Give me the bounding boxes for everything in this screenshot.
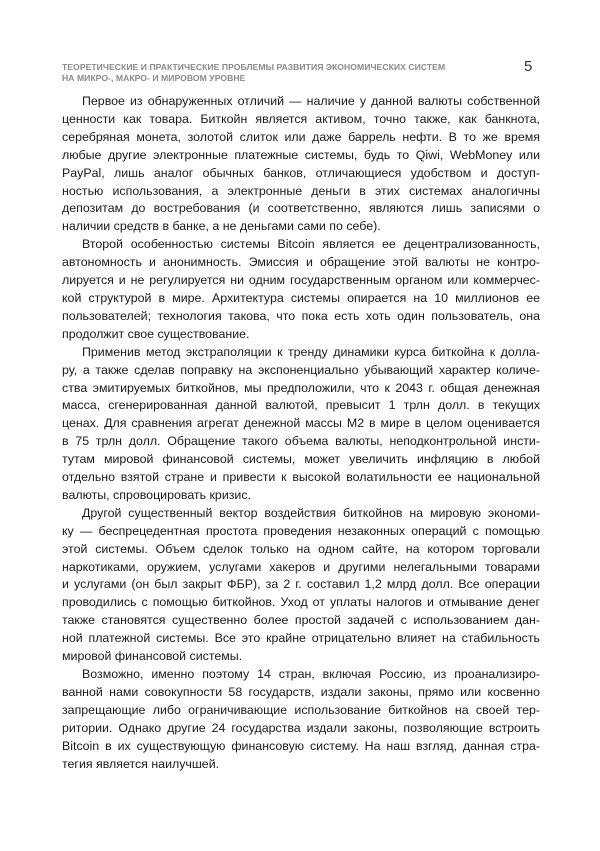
text-line: запрещающие либо ограничивающие использование биткойнов на своей тер- (62, 702, 540, 717)
text-line: ку — беспрецедентная простота проведения незаконных операций с помощью (62, 523, 540, 538)
text-line: отдельно взятой стране и привести к высокой волатильности ее национальной (62, 470, 540, 485)
text-line: ванной нами совокупности 58 государств, издали законы, прямо или косвенно (62, 684, 540, 699)
text-line: пользователей; технология такова, что пока есть хоть один пользователь, она (62, 308, 540, 323)
text-line: ценах. Для сравнения агрегат денежной массы М2 в мире в целом оценивается (62, 416, 540, 431)
page-number: 5 (524, 58, 533, 75)
running-header-line: ТЕОРЕТИЧЕСКИЕ И ПРАКТИЧЕСКИЕ ПРОБЛЕМЫ РАЗВИТИЯ ЭКОНОМИЧЕСКИХ СИСТЕМ (62, 62, 446, 72)
text-line: лируется и не регулируется ни одним государственным органом или коммерчес- (62, 273, 540, 288)
text-line: наркотиками, оружием, услугами хакеров и другими нелегальными товарами (62, 559, 540, 574)
paragraph (62, 93, 540, 236)
text-line: серебряная монета, золотой слиток или даже баррель нефти. В то же время (62, 129, 540, 144)
text-line: тутам мировой финансовой системы, может увеличить инфляцию в любой (62, 452, 540, 467)
text-line: Первое из обнаруженных отличий — наличие у данной валюты собственной (82, 94, 540, 108)
text-line: также становятся существенно более простой задачей с использованием дан- (62, 613, 540, 628)
running-header-line: НА МИКРО-, МАКРО- И МИРОВОМ УРОВНЕ (62, 72, 246, 83)
text-line: Bitcoin в их существующую финансовую систему. На наш взгляд, данная стра- (62, 738, 540, 753)
text-line: проводились с помощью биткойнов. Уход от уплаты налогов и отмывание денег (62, 595, 540, 610)
text-line: любые другие электронные платежные системы, будь то Qiwi, WebMoney или (62, 147, 540, 162)
paragraph (62, 505, 540, 666)
text-line: депозитам до востребования (и соответственно, являются лишь записями о (62, 201, 540, 216)
text-line: тегия является наилучшей. (62, 756, 220, 771)
text-line: в 75 трлн долл. Обращение такого объема валюты, неподконтрольной инсти- (62, 434, 540, 449)
text-line: ной платежной системы. Все это крайне отрицательно влияет на стабильность (62, 631, 540, 646)
text-line: наличии средств в банке, а не деньгами сами по себе). (62, 219, 381, 234)
paragraph (62, 236, 540, 343)
text-line: продолжит свое существование. (62, 326, 250, 341)
text-line: и услугами (он был закрыт ФБР), за 2 г. составил 1,2 млрд долл. Все операции (62, 577, 540, 592)
text-line: Возможно, именно поэтому 14 стран, включая Россию, из проанализиро- (82, 667, 540, 681)
text-line: ценности как товара. Биткойн является активом, точно также, как банкнота, (62, 111, 540, 126)
text-line: ритории. Однако другие 24 государства издали законы, позволяющие встроить (62, 720, 540, 735)
paragraph (62, 666, 540, 773)
text-line: автономность и анонимность. Эмиссия и обращение этой валюты не контро- (62, 255, 540, 270)
text-line: масса, сгенерированная данной валютой, превысит 1 трлн долл. в текущих (62, 398, 540, 413)
text-line: этой системы. Объем сделок только на одном сайте, на котором торговали (62, 541, 540, 556)
body-text (62, 93, 540, 773)
text-line: валюты, спровоцировать кризис. (62, 487, 251, 502)
text-line: кой структурой в мире. Архитектура системы опирается на 10 миллионов ее (62, 290, 540, 305)
text-line: Применив метод экстраполяции к тренду динамики курса биткойна к долла- (82, 344, 540, 359)
text-line: ру, а также сделав поправку на экспоненциально убывающий характер количе- (62, 362, 540, 377)
text-line: Второй особенностью системы Bitcoin является ее децентрализованность, (82, 237, 540, 252)
running-header (62, 62, 492, 83)
text-line: Другой существенный вектор воздействия биткойнов на мировую экономи- (82, 505, 540, 520)
text-line: ства эмитируемых биткойнов, мы предположили, что к 2043 г. общая денежная (62, 380, 540, 395)
text-line: ностью использования, а электронные деньги в этих системах аналогичны (62, 183, 540, 198)
text-line: мировой финансовой системы. (62, 649, 243, 664)
paragraph (62, 344, 540, 505)
text-line: PayPal, лишь аналог обычных банков, отличающиеся удобством и доступ- (62, 165, 540, 180)
